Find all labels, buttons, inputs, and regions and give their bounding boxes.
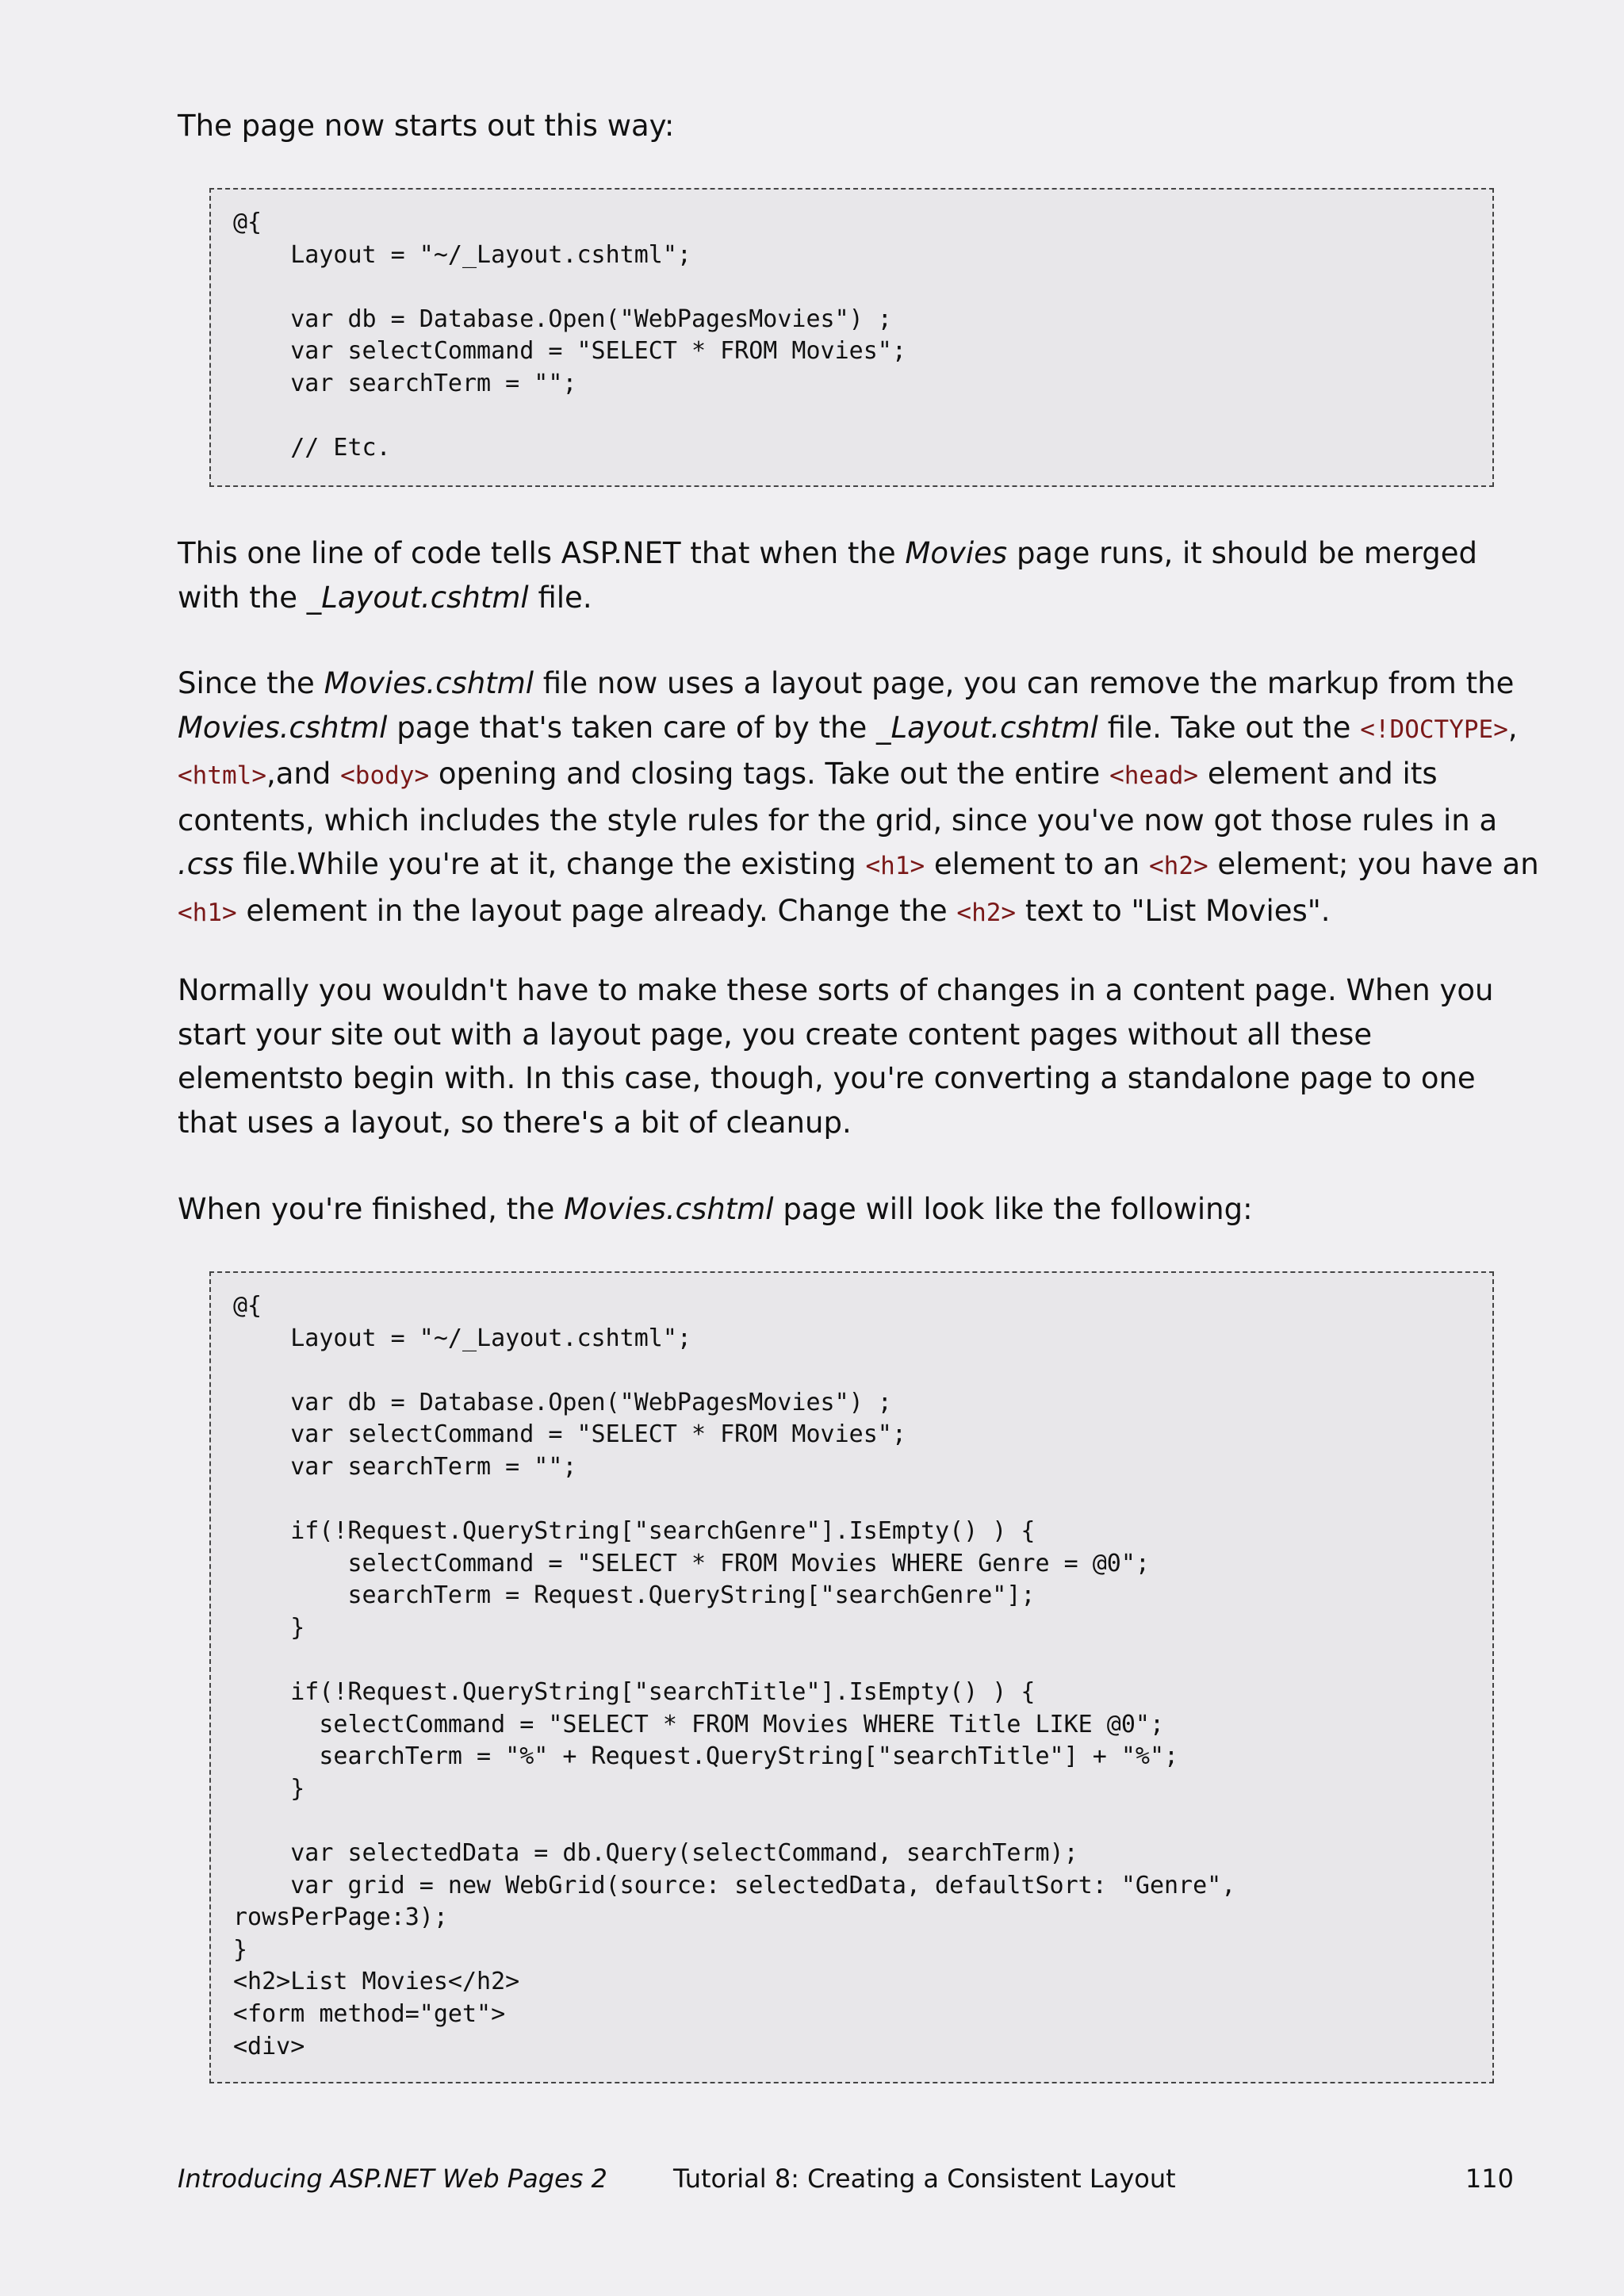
footer-chapter-title: Tutorial 8: Creating a Consistent Layout <box>673 2164 1176 2194</box>
intro-paragraph: The page now starts out this way: <box>178 109 675 143</box>
footer-book-title: Introducing ASP.NET Web Pages 2 <box>178 2164 607 2194</box>
paragraph-remove-markup: Since the Movies.cshtml file now uses a layout page, you can remove the markup from the Movies.cshtml page that's taken care of by the _Layout.cshtml file. Take out the <!DOCTYPE>, <html>,and <body> opening and closing tags. Take out the entire <head> element and its contents, which includes the style rules for the grid, since you've now got those rules in a .css file.While you're at it, change the existing <h1> element to an <h2> element; you have an <h1> element in the layout page already. Change the <h2> text to "List Movies". <box>178 666 1539 928</box>
code-block-layout-header <box>209 188 1494 487</box>
footer-page-number: 110 <box>1465 2164 1514 2194</box>
paragraph-finished: When you're finished, the Movies.cshtml page will look like the following: <box>178 1192 1253 1226</box>
code-listing-2: @{ Layout = "~/_Layout.cshtml"; var db = Database.Open("WebPagesMovies") ; var selectCommand = "SELECT * FROM Movies"; var searchTerm = ""; if(!Request.QueryString["searchGenre"].IsEmpty() ) { selectCommand = "SELECT * FROM Movies WHERE Genre = @0"; searchTerm = Request.QueryString["searchGenre"]; } if(!Request.QueryString["searchTitle"].IsEmpty() ) { selectCommand = "SELECT * FROM Movies WHERE Title LIKE @0"; searchTerm = "%" + Request.QueryString["searchTitle"] + "%"; } var selectedData = db.Query(selectCommand, searchTerm); var grid = new WebGrid(source: selectedData, defaultSort: "Genre", rowsPerPage:3); } <h2>List Movies</h2> <form method="get"> <div> <box>233 1292 1236 2060</box>
code-block-movies-page <box>209 1271 1494 2083</box>
page-footer <box>178 2159 1526 2198</box>
code-listing-1: @{ Layout = "~/_Layout.cshtml"; var db = Database.Open("WebPagesMovies") ; var selectCommand = "SELECT * FROM Movies"; var searchTerm = ""; // Etc. <box>233 209 906 462</box>
paragraph-content-pages: Normally you wouldn't have to make these sorts of changes in a content page. When you start your site out with a layout page, you create content pages without all these elementsto begin with. In this case, though, you're converting a standalone page to one that uses a layout, so there's a bit of cleanup. <box>178 973 1494 1140</box>
paragraph-layout-merge: This one line of code tells ASP.NET that when the Movies page runs, it should be merged with the _Layout.cshtml file. <box>178 536 1478 615</box>
